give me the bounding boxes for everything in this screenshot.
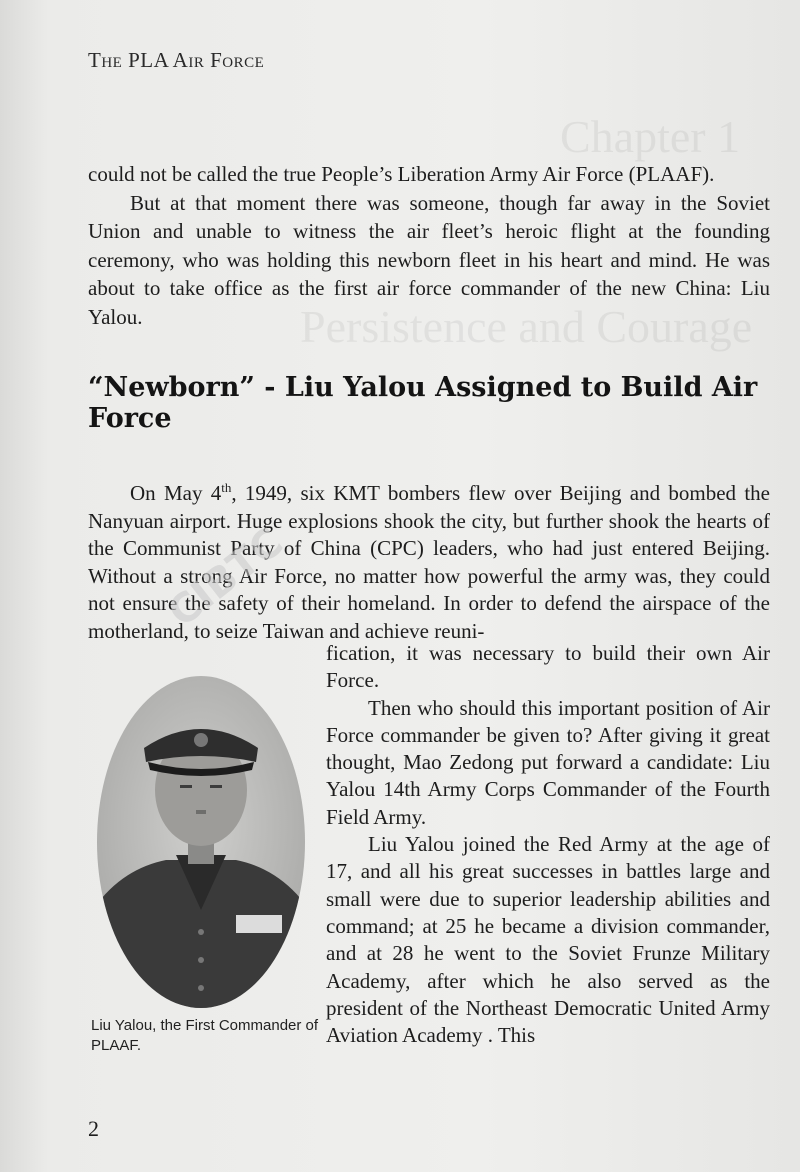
intro-text [88,160,770,331]
paragraph: On May 4th, 1949, six KMT bombers flew over Beijing and bombed the Nanyuan airport. Huge explosions shook the city, but further shook the hearts of the Communist Party of China (CPC) leaders, who had just entered Beijing. Without a strong Air Force, no matter how powerful the army was, they could not ensure the safety of their homeland. In order to defend the airspace of the motherland, to seize Taiwan and achieve reuni- [88,480,770,643]
paragraph: fication, it was necessary to build their own Air Force. [326,641,770,693]
portrait-photo [96,670,306,1010]
bleed-through-text: Persistence and Courage [300,301,753,352]
bleed-through-text: Chapter 1 [560,111,741,162]
paragraph: could not be called the true People’s Liberation Army Air Force (PLAAF). [88,162,715,186]
running-head: The PLA Air Force [88,48,265,72]
page-number: 2 [88,1116,99,1141]
paragraph: Liu Yalou joined the Red Army at the age of 17, and all his great successes in battles large and small were due to superior leadership abilities and command; at 25 he became a division commander, and at 28 he went to the Soviet Frunze Military Academy, after which he also served as the president of the Northeast Democratic United Army Aviation Academy . This [326,832,770,1048]
paragraph: But at that moment there was someone, though far away in the Soviet Union and unable to witness the air fleet’s heroic flight at the founding ceremony, who was holding this newborn fleet in his heart and mind. He was about to take office as the first air force commander of the new China: Liu Yalou. [88,190,770,329]
watermark: CIBTC [160,519,292,637]
paragraph: Then who should this important position of Air Force commander be given to? After giving it great thought, Mao Zedong put forward a candidate: Liu Yalou 14th Army Corps Commander of the Fourth Field Army. [326,695,770,829]
superscript: th [221,480,232,495]
section-heading: “Newborn” - Liu Yalou Assigned to Build Air Force [88,372,758,434]
portrait-illustration [96,670,306,1010]
wrapped-text [326,640,770,1049]
photo-caption: Liu Yalou, the First Commander of PLAAF. [91,1017,319,1054]
